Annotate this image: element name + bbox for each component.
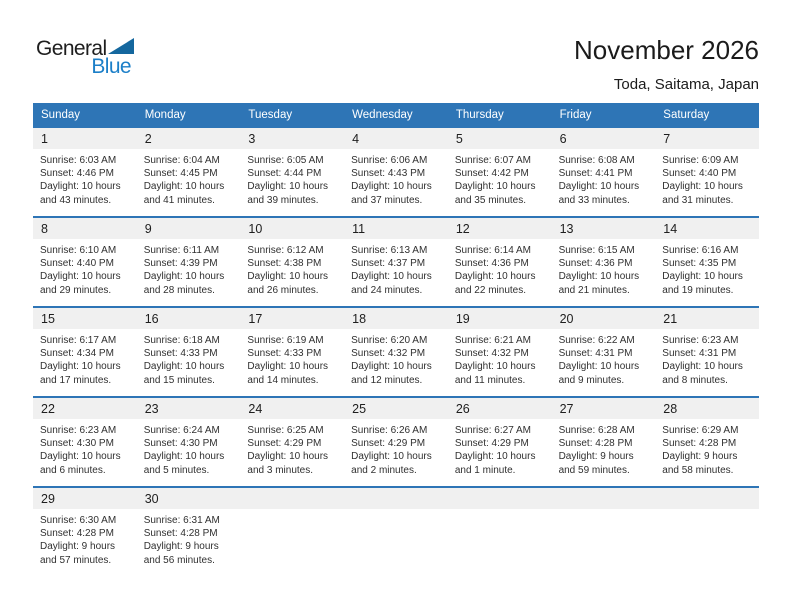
daylight-line-2: and 5 minutes.	[143, 464, 210, 476]
day-cell-9	[137, 218, 241, 306]
daylight-line-2: and 24 minutes.	[351, 284, 423, 296]
sunset-line: Sunset: 4:45 PM	[143, 168, 218, 180]
daylight-line-2: and 58 minutes.	[662, 464, 734, 476]
day-details	[344, 329, 448, 387]
page-subtitle: Toda, Saitama, Japan	[613, 76, 759, 93]
day-number: 17	[240, 308, 344, 329]
daylight-line-1: Daylight: 10 hours	[143, 451, 225, 463]
day-number: 30	[137, 488, 241, 509]
daylight-line-1: Daylight: 10 hours	[351, 451, 432, 463]
daylight-line-2: and 31 minutes.	[662, 194, 734, 206]
empty-cell	[344, 488, 448, 576]
day-cell-21	[655, 308, 759, 396]
sunrise-line: Sunrise: 6:14 AM	[454, 245, 531, 256]
daylight-line-2: and 12 minutes.	[351, 374, 423, 386]
day-number: 5	[448, 128, 552, 149]
day-number: 9	[137, 218, 241, 239]
day-number: 12	[448, 218, 552, 239]
weekday-header-monday: Monday	[144, 108, 186, 121]
daylight-line-2: and 21 minutes.	[558, 284, 630, 296]
daylight-line-2: and 14 minutes.	[247, 374, 319, 386]
day-cell-6	[552, 128, 656, 216]
day-cell-14	[655, 218, 759, 306]
sunrise-line: Sunrise: 6:31 AM	[143, 515, 220, 526]
daylight-line-2: and 9 minutes.	[558, 374, 625, 386]
daylight-line-1: Daylight: 10 hours	[351, 361, 432, 373]
page-title: November 2026	[574, 35, 759, 65]
day-number	[240, 488, 344, 509]
sunset-line: Sunset: 4:28 PM	[662, 438, 737, 450]
empty-cell	[655, 488, 759, 576]
day-number: 22	[33, 398, 137, 419]
sunrise-line: Sunrise: 6:04 AM	[143, 155, 220, 166]
day-details	[344, 239, 448, 297]
sunrise-line: Sunrise: 6:25 AM	[247, 425, 324, 436]
day-number: 15	[33, 308, 137, 329]
daylight-line-2: and 11 minutes.	[454, 374, 526, 386]
week-row-5	[33, 486, 759, 576]
sunrise-line: Sunrise: 6:11 AM	[143, 245, 220, 256]
sunset-line: Sunset: 4:36 PM	[454, 258, 529, 270]
sunset-line: Sunset: 4:40 PM	[662, 168, 737, 180]
day-details	[240, 329, 344, 387]
daylight-line-2: and 28 minutes.	[143, 284, 215, 296]
sunrise-line: Sunrise: 6:18 AM	[143, 335, 220, 346]
calendar-grid	[33, 103, 759, 576]
sunrise-line: Sunrise: 6:07 AM	[454, 155, 531, 166]
day-number	[655, 488, 759, 509]
day-cell-29	[33, 488, 137, 576]
daylight-line-2: and 59 minutes.	[558, 464, 630, 476]
day-cell-3	[240, 128, 344, 216]
day-cell-17	[240, 308, 344, 396]
day-number: 26	[448, 398, 552, 419]
weekday-header-friday: Friday	[559, 108, 592, 121]
sunset-line: Sunset: 4:36 PM	[558, 258, 633, 270]
sunrise-line: Sunrise: 6:24 AM	[143, 425, 220, 436]
daylight-line-2: and 2 minutes.	[351, 464, 417, 476]
day-number: 27	[552, 398, 656, 419]
sunset-line: Sunset: 4:31 PM	[662, 348, 737, 360]
sunset-line: Sunset: 4:28 PM	[40, 528, 114, 540]
day-number: 20	[552, 308, 656, 329]
day-number: 11	[344, 218, 448, 239]
sunrise-line: Sunrise: 6:12 AM	[247, 245, 324, 256]
day-number: 13	[552, 218, 656, 239]
daylight-line-1: Daylight: 9 hours	[558, 451, 634, 463]
daylight-line-2: and 43 minutes.	[40, 194, 112, 206]
daylight-line-2: and 57 minutes.	[40, 554, 112, 566]
sunrise-line: Sunrise: 6:13 AM	[351, 245, 428, 256]
day-details	[552, 239, 656, 297]
daylight-line-1: Daylight: 10 hours	[247, 361, 329, 373]
sunset-line: Sunset: 4:33 PM	[247, 348, 322, 360]
sunrise-line: Sunrise: 6:23 AM	[40, 425, 117, 436]
daylight-line-1: Daylight: 10 hours	[247, 181, 329, 193]
daylight-line-1: Daylight: 10 hours	[40, 271, 121, 283]
daylight-line-2: and 17 minutes.	[40, 374, 112, 386]
daylight-line-1: Daylight: 10 hours	[454, 361, 536, 373]
sunrise-line: Sunrise: 6:08 AM	[558, 155, 635, 166]
day-cell-13	[552, 218, 656, 306]
day-cell-22	[33, 398, 137, 486]
daylight-line-1: Daylight: 10 hours	[662, 271, 743, 283]
day-cell-27	[552, 398, 656, 486]
sunrise-line: Sunrise: 6:03 AM	[40, 155, 117, 166]
daylight-line-2: and 6 minutes.	[40, 464, 106, 476]
daylight-line-1: Daylight: 10 hours	[558, 271, 640, 283]
day-cell-19	[448, 308, 552, 396]
day-details	[137, 419, 241, 477]
daylight-line-1: Daylight: 10 hours	[662, 181, 743, 193]
daylight-line-2: and 15 minutes.	[143, 374, 215, 386]
sunrise-line: Sunrise: 6:30 AM	[40, 515, 117, 526]
day-details	[552, 149, 656, 207]
daylight-line-2: and 33 minutes.	[558, 194, 630, 206]
day-details	[137, 329, 241, 387]
day-details	[344, 149, 448, 207]
week-row-4	[33, 396, 759, 486]
sunrise-line: Sunrise: 6:16 AM	[662, 245, 739, 256]
day-number: 19	[448, 308, 552, 329]
day-number: 25	[344, 398, 448, 419]
day-details	[33, 329, 137, 387]
weekday-header-wednesday: Wednesday	[352, 108, 413, 121]
daylight-line-2: and 41 minutes.	[143, 194, 215, 206]
sunset-line: Sunset: 4:32 PM	[351, 348, 426, 360]
day-cell-20	[552, 308, 656, 396]
daylight-line-1: Daylight: 10 hours	[662, 361, 743, 373]
weekday-header-saturday: Saturday	[663, 108, 710, 121]
daylight-line-2: and 35 minutes.	[454, 194, 527, 206]
daylight-line-1: Daylight: 10 hours	[454, 181, 536, 193]
daylight-line-1: Daylight: 10 hours	[247, 271, 329, 283]
day-number	[344, 488, 448, 509]
sunset-line: Sunset: 4:32 PM	[454, 348, 529, 360]
daylight-line-1: Daylight: 10 hours	[40, 181, 121, 193]
daylight-line-1: Daylight: 9 hours	[143, 541, 219, 553]
day-number: 18	[344, 308, 448, 329]
day-number: 8	[33, 218, 137, 239]
daylight-line-1: Daylight: 10 hours	[558, 181, 640, 193]
week-row-3	[33, 306, 759, 396]
logo-text-general: General	[36, 37, 107, 60]
daylight-line-1: Daylight: 10 hours	[40, 361, 121, 373]
day-number: 3	[240, 128, 344, 149]
daylight-line-1: Daylight: 10 hours	[247, 451, 329, 463]
day-details	[33, 419, 137, 477]
sunset-line: Sunset: 4:41 PM	[558, 168, 633, 180]
day-details	[240, 149, 344, 207]
sunset-line: Sunset: 4:42 PM	[454, 168, 529, 180]
day-number: 1	[33, 128, 137, 149]
sunrise-line: Sunrise: 6:05 AM	[247, 155, 324, 166]
day-details	[448, 329, 552, 387]
day-details	[344, 419, 448, 477]
sunrise-line: Sunrise: 6:19 AM	[247, 335, 324, 346]
day-number: 4	[344, 128, 448, 149]
sunset-line: Sunset: 4:37 PM	[351, 258, 426, 270]
day-cell-10	[240, 218, 344, 306]
empty-cell	[448, 488, 552, 576]
day-details	[552, 329, 656, 387]
day-details	[240, 419, 344, 477]
day-details	[137, 239, 241, 297]
day-cell-12	[448, 218, 552, 306]
sunrise-line: Sunrise: 6:29 AM	[662, 425, 739, 436]
daylight-line-1: Daylight: 10 hours	[558, 361, 640, 373]
sunset-line: Sunset: 4:29 PM	[454, 438, 529, 450]
sunset-line: Sunset: 4:39 PM	[143, 258, 218, 270]
day-number: 24	[240, 398, 344, 419]
day-details	[448, 239, 552, 297]
daylight-line-2: and 29 minutes.	[40, 284, 112, 296]
day-number: 23	[137, 398, 241, 419]
day-number: 21	[655, 308, 759, 329]
daylight-line-2: and 56 minutes.	[143, 554, 215, 566]
empty-cell	[240, 488, 344, 576]
sunrise-line: Sunrise: 6:20 AM	[351, 335, 428, 346]
day-number: 16	[137, 308, 241, 329]
logo	[36, 38, 132, 78]
sunset-line: Sunset: 4:44 PM	[247, 168, 322, 180]
daylight-line-2: and 1 minute.	[454, 464, 516, 476]
day-details	[655, 239, 759, 297]
weekday-header-tuesday: Tuesday	[248, 108, 293, 121]
day-cell-8	[33, 218, 137, 306]
day-cell-15	[33, 308, 137, 396]
sunset-line: Sunset: 4:35 PM	[662, 258, 737, 270]
day-number: 28	[655, 398, 759, 419]
sunrise-line: Sunrise: 6:22 AM	[558, 335, 635, 346]
day-cell-2	[137, 128, 241, 216]
sunrise-line: Sunrise: 6:17 AM	[40, 335, 117, 346]
sunrise-line: Sunrise: 6:06 AM	[351, 155, 428, 166]
daylight-line-1: Daylight: 10 hours	[143, 271, 225, 283]
daylight-line-1: Daylight: 10 hours	[454, 451, 536, 463]
week-row-2	[33, 216, 759, 306]
sunrise-line: Sunrise: 6:28 AM	[558, 425, 635, 436]
daylight-line-1: Daylight: 10 hours	[454, 271, 536, 283]
day-details	[448, 149, 552, 207]
day-details	[33, 149, 137, 207]
empty-cell	[552, 488, 656, 576]
day-details	[33, 509, 137, 567]
sunset-line: Sunset: 4:43 PM	[351, 168, 426, 180]
day-details	[33, 239, 137, 297]
weekday-header-sunday: Sunday	[41, 108, 81, 121]
daylight-line-1: Daylight: 9 hours	[40, 541, 116, 553]
daylight-line-2: and 8 minutes.	[662, 374, 728, 386]
day-details	[655, 329, 759, 387]
daylight-line-2: and 26 minutes.	[247, 284, 319, 296]
day-number: 6	[552, 128, 656, 149]
day-details	[655, 419, 759, 477]
sunrise-line: Sunrise: 6:10 AM	[40, 245, 117, 256]
sunset-line: Sunset: 4:30 PM	[143, 438, 218, 450]
day-cell-7	[655, 128, 759, 216]
day-details	[240, 239, 344, 297]
daylight-line-1: Daylight: 10 hours	[143, 361, 225, 373]
day-details	[552, 419, 656, 477]
daylight-line-2: and 3 minutes.	[247, 464, 314, 476]
logo-text-blue: Blue	[91, 55, 131, 78]
daylight-line-2: and 39 minutes.	[247, 194, 319, 206]
day-details	[655, 149, 759, 207]
sunset-line: Sunset: 4:28 PM	[558, 438, 633, 450]
daylight-line-1: Daylight: 10 hours	[351, 181, 432, 193]
sunset-line: Sunset: 4:28 PM	[143, 528, 218, 540]
day-cell-18	[344, 308, 448, 396]
week-row-1	[33, 126, 759, 216]
weekday-header-thursday: Thursday	[455, 108, 504, 121]
day-cell-23	[137, 398, 241, 486]
sunset-line: Sunset: 4:29 PM	[247, 438, 322, 450]
sunrise-line: Sunrise: 6:27 AM	[454, 425, 531, 436]
day-cell-28	[655, 398, 759, 486]
daylight-line-1: Daylight: 10 hours	[351, 271, 432, 283]
sunset-line: Sunset: 4:34 PM	[40, 348, 114, 360]
day-cell-25	[344, 398, 448, 486]
daylight-line-1: Daylight: 10 hours	[40, 451, 121, 463]
day-number: 10	[240, 218, 344, 239]
day-details	[137, 149, 241, 207]
daylight-line-1: Daylight: 9 hours	[662, 451, 738, 463]
day-cell-5	[448, 128, 552, 216]
weekday-header-row	[33, 103, 759, 126]
sunrise-line: Sunrise: 6:09 AM	[662, 155, 739, 166]
sunset-line: Sunset: 4:33 PM	[143, 348, 218, 360]
day-number: 2	[137, 128, 241, 149]
day-details	[448, 419, 552, 477]
day-cell-30	[137, 488, 241, 576]
day-number: 29	[33, 488, 137, 509]
day-cell-1	[33, 128, 137, 216]
daylight-line-2: and 19 minutes.	[662, 284, 734, 296]
daylight-line-1: Daylight: 10 hours	[143, 181, 225, 193]
day-cell-26	[448, 398, 552, 486]
daylight-line-2: and 22 minutes.	[454, 284, 527, 296]
day-number: 7	[655, 128, 759, 149]
sunset-line: Sunset: 4:29 PM	[351, 438, 426, 450]
sunset-line: Sunset: 4:31 PM	[558, 348, 633, 360]
sunrise-line: Sunrise: 6:15 AM	[558, 245, 635, 256]
day-number	[448, 488, 552, 509]
day-cell-11	[344, 218, 448, 306]
day-number	[552, 488, 656, 509]
day-cell-4	[344, 128, 448, 216]
sunrise-line: Sunrise: 6:21 AM	[454, 335, 531, 346]
sunset-line: Sunset: 4:46 PM	[40, 168, 114, 180]
sunrise-line: Sunrise: 6:26 AM	[351, 425, 428, 436]
sunset-line: Sunset: 4:30 PM	[40, 438, 114, 450]
sunset-line: Sunset: 4:38 PM	[247, 258, 322, 270]
day-number: 14	[655, 218, 759, 239]
sunset-line: Sunset: 4:40 PM	[40, 258, 114, 270]
daylight-line-2: and 37 minutes.	[351, 194, 423, 206]
day-cell-16	[137, 308, 241, 396]
day-cell-24	[240, 398, 344, 486]
day-details	[137, 509, 241, 567]
sunrise-line: Sunrise: 6:23 AM	[662, 335, 739, 346]
